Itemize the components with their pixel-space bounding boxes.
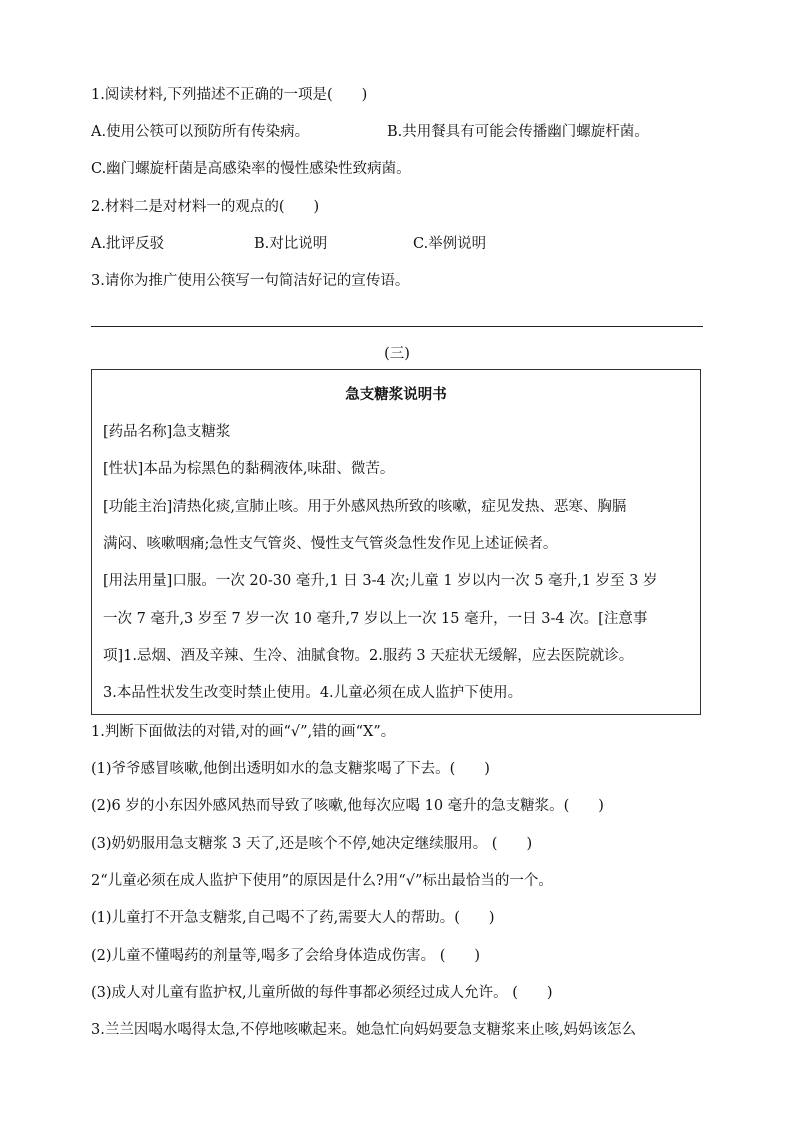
part3-question-1-item: (1)爷爷感冒咳嗽,他倒出透明如水的急支糖浆喝了下去。( ) xyxy=(91,761,490,777)
leaflet-line: [性状]本品为棕黑色的黏稠液体,味甜、微苦。 xyxy=(103,461,395,477)
question-2-stem: 2.材料二是对材料一的观点的( ) xyxy=(91,199,320,215)
part3-question-1-stem: 1.判断下面做法的对错,对的画“√”,错的画“X”。 xyxy=(91,724,396,740)
leaflet-title: 急支糖浆说明书 xyxy=(345,386,447,403)
leaflet-line: [功能主治]清热化痰,宣肺止咳。用于外感风热所致的咳嗽，症见发热、恶寒、胸膈 xyxy=(103,499,627,515)
question-3-stem: 3.请你为推广使用公筷写一句简洁好记的宣传语。 xyxy=(91,273,410,289)
question-2-option-b: B.对比说明 xyxy=(254,236,328,252)
part3-question-2-item: (3)成人对儿童有监护权,儿童所做的每件事都必须经过成人允许。 ( ) xyxy=(91,985,553,1001)
part3-question-2-item: (1)儿童打不开急支糖浆,自己喝不了药,需要大人的帮助。( ) xyxy=(91,910,495,926)
part3-question-2-item: (2)儿童不懂喝药的剂量等,喝多了会给身体造成伤害。 ( ) xyxy=(91,948,481,964)
leaflet-line: [药品名称]急支糖浆 xyxy=(103,424,231,440)
question-1-option-a: A.使用公筷可以预防所有传染病。 xyxy=(91,124,310,140)
leaflet-line: 3.本品性状发生改变时禁止使用。4.儿童必须在成人监护下使用。 xyxy=(103,685,523,701)
part3-question-1-item: (2)6 岁的小东因外感风热而导致了咳嗽,他每次应喝 10 毫升的急支糖浆。( ) xyxy=(91,798,604,814)
medicine-leaflet-box xyxy=(91,369,701,715)
question-1-stem: 1.阅读材料,下列描述不正确的一项是( ) xyxy=(91,87,368,103)
question-1-option-b: B.共用餐具有可能会传播幽门螺旋杆菌。 xyxy=(387,124,649,140)
question-2-option-c: C.举例说明 xyxy=(413,236,487,252)
section-title: (三) xyxy=(384,346,410,362)
part3-question-2-stem: 2“儿童必须在成人监护下使用”的原因是什么?用“√”标出最恰当的一个。 xyxy=(91,873,553,889)
part3-question-3-stem: 3.兰兰因喝水喝得太急,不停地咳嗽起来。她急忙向妈妈要急支糖浆来止咳,妈妈该怎么 xyxy=(91,1022,637,1038)
answer-rule-line xyxy=(91,326,703,327)
leaflet-line: [用法用量]口服。一次 20-30 毫升,1 日 3-4 次;儿童 1 岁以内一次 5 毫升,1 岁至 3 岁 xyxy=(103,573,658,589)
leaflet-line: 项]1.忌烟、酒及辛辣、生冷、油腻食物。2.服药 3 天症状无缓解，应去医院就诊。 xyxy=(103,648,634,664)
leaflet-line: 满闷、咳嗽咽痛;急性支气管炎、慢性支气管炎急性发作见上述证候者。 xyxy=(103,536,558,552)
part3-question-1-item: (3)奶奶服用急支糖浆 3 天了,还是咳个不停,她决定继续服用。 ( ) xyxy=(91,836,533,852)
question-1-option-c: C.幽门螺旋杆菌是高感染率的慢性感染性致病菌。 xyxy=(91,161,411,177)
question-2-option-a: A.批评反驳 xyxy=(91,236,165,252)
leaflet-line: 一次 7 毫升,3 岁至 7 岁一次 10 毫升,7 岁以上一次 15 毫升，一日 3-4 次。[注意事 xyxy=(103,611,648,627)
